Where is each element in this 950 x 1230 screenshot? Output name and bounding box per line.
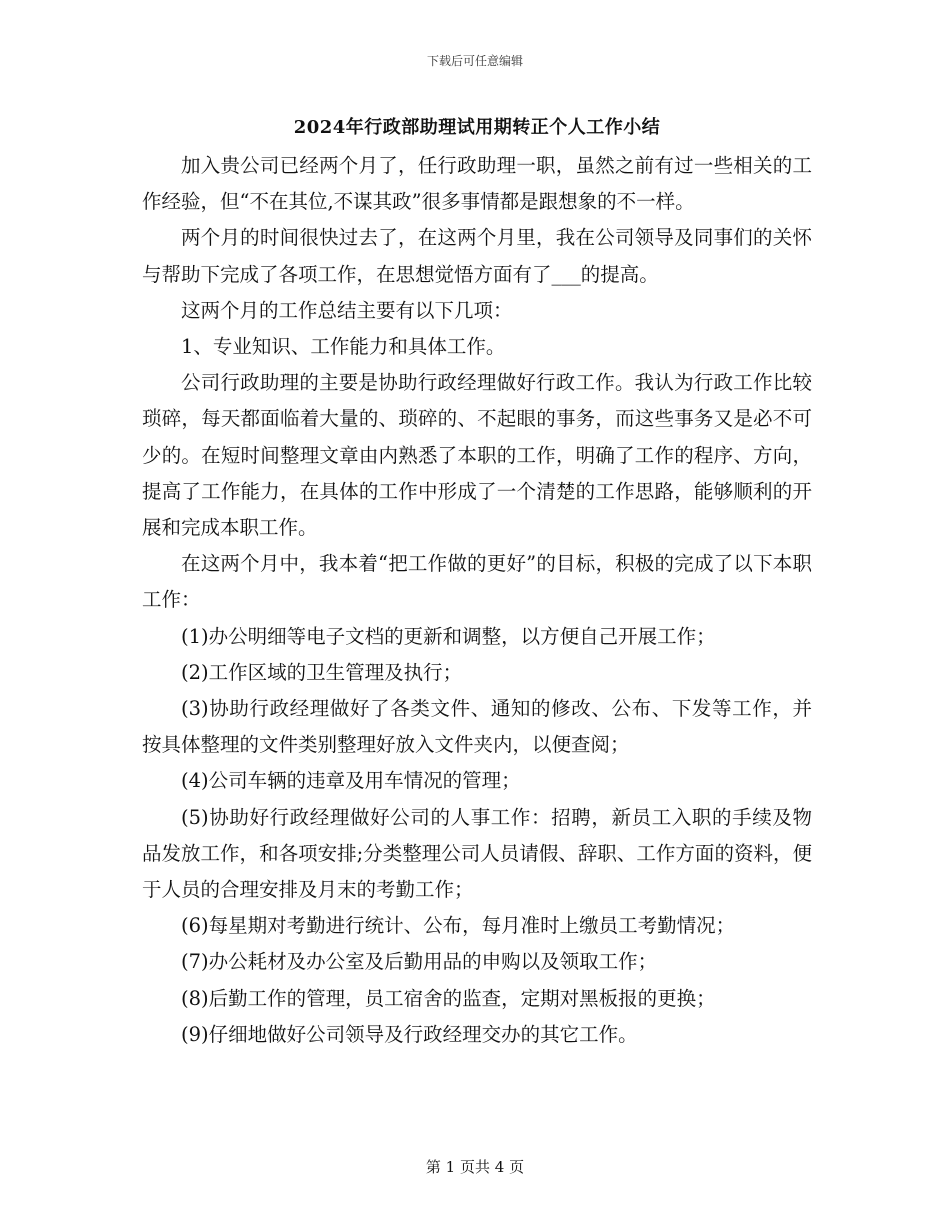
page-number: 第 1 页共 4 页: [425, 1158, 525, 1176]
list-item: (7)办公耗材及办公室及后勤用品的申购以及领取工作；: [181, 950, 658, 974]
list-item: (6)每星期对考勤进行统计、公布，每月准时上缴员工考勤情况；: [181, 914, 736, 938]
list-item: (3)协助行政经理做好了各类文件、通知的修改、公布、下发等工作，并按具体整理的文件类别整理好放入文件夹内，以便查阅；: [142, 697, 812, 757]
paragraph: 两个月的时间很快过去了，在这两个月里，我在公司领导及同事们的关怀与帮助下完成了各项工作，在思想觉悟方面有了___的提高。: [142, 226, 812, 286]
list-item: (5)协助好行政经理做好公司的人事工作：招聘，新员工入职的手续及物品发放工作，和各项安排;分类整理公司人员请假、辞职、工作方面的资料，便于人员的合理安排及月末的考勤工作；: [142, 805, 812, 902]
paragraph: 加入贵公司已经两个月了，任行政助理一职，虽然之前有过一些相关的工作经验，但“不在其位,不谋其政”很多事情都是跟想象的不一样。: [142, 154, 812, 214]
list-item: (1)办公明细等电子文档的更新和调整，以方便自己开展工作；: [181, 624, 716, 648]
list-item: (4)公司车辆的违章及用车情况的管理；: [181, 769, 521, 793]
document-body: [142, 112, 812, 1053]
paragraph: 这两个月的工作总结主要有以下几项：: [181, 298, 513, 322]
list-item: (2)工作区域的卫生管理及执行；: [181, 660, 463, 684]
document-title: 2024年行政部助理试用期转正个人工作小结: [293, 117, 661, 138]
list-item: (8)后勤工作的管理，员工宿舍的监查，定期对黑板报的更换；: [181, 986, 716, 1010]
page-header-note: 下载后可任意编辑: [426, 54, 523, 68]
paragraph: 1、专业知识、工作能力和具体工作。: [181, 335, 506, 359]
paragraph: 公司行政助理的主要是协助行政经理做好行政工作。我认为行政工作比较琐碎，每天都面临着大量的、琐碎的、不起眼的事务，而这些事务又是必不可少的。在短时间整理文章由内熟悉了本职的工作，明确了工作的程序、方向，提高了工作能力，在具体的工作中形成了一个清楚的工作思路，能够顺利的开展和完成本职工作。: [142, 371, 812, 540]
list-item: (9)仔细地做好公司领导及行政经理交办的其它工作。: [181, 1022, 638, 1046]
paragraph: 在这两个月中，我本着“把工作做的更好”的目标，积极的完成了以下本职工作：: [142, 552, 812, 612]
